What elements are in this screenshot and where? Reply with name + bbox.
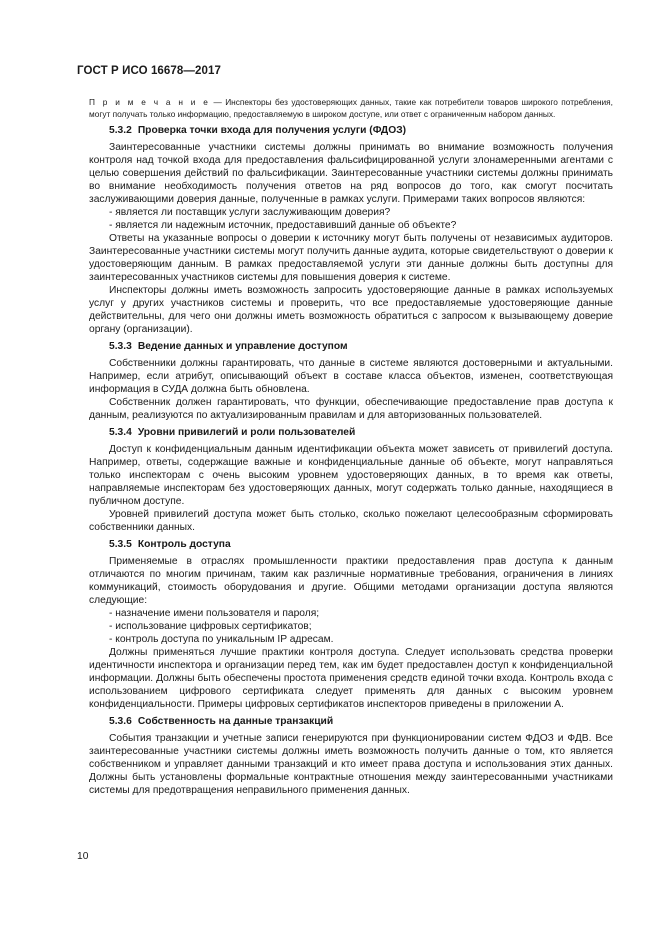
list-item: - является ли поставщик услуги заслуживающим доверия? — [109, 207, 391, 219]
section-number: 5.3.6 — [109, 716, 132, 728]
paragraph: Доступ к конфиденциальным данным идентификации объекта может зависеть от привилегий доступа. Например, ответы, содержащие важные и конфиденциальные данные об объекте, могут направляться только инспекторам с очень высоким уровнем удостоверяющих данных, в то время как ответы, направляемые инспекторам без удостоверяющих данных, могут содержать только данные, находящиеся в публичном доступе. — [89, 444, 613, 508]
note-block — [89, 96, 613, 120]
document-body — [89, 96, 613, 797]
section-title: Уровни привилегий и роли пользователей — [137, 427, 356, 439]
page-number: 10 — [77, 851, 89, 862]
section-heading-5-3-3 — [109, 340, 613, 353]
list-item: - назначение имени пользователя и пароля; — [109, 608, 320, 620]
section-title: Проверка точки входа для получения услуги (ФДОЗ) — [137, 125, 407, 137]
list-item: - использование цифровых сертификатов; — [109, 621, 312, 633]
paragraph: Инспекторы должны иметь возможность запросить удостоверяющие данные в рамках используемых услуг у других участников системы и проверить, что все предоставляемые удостоверяющие данные действительны, для чего они должны иметь возможность обратиться с запросом к вызывающему доверие органу (организации). — [89, 285, 613, 336]
note-text: — Инспекторы без удостоверяющих данных, такие как потребители товаров широкого потребления, могут получать только информацию, предоставляемую в широком доступе, или ответ с ограниченным набором данных. — [89, 97, 613, 120]
document-header: ГОСТ Р ИСО 16678—2017 — [77, 65, 222, 77]
list-item: - является ли надежным источник, предоставивший данные об объекте? — [109, 220, 457, 232]
section-heading-5-3-4 — [109, 426, 613, 439]
list-item: - контроль доступа по уникальным IP адресам. — [109, 634, 334, 646]
section-heading-5-3-6 — [109, 715, 613, 728]
paragraph: События транзакции и учетные записи генерируются при функционировании систем ФДОЗ и ФДВ. Все заинтересованные участники системы должны иметь возможность получить данные о том, кто является собственником и управляет данными транзакций и кто имеет права доступа и использования этих данных. Должны быть установлены формальные контрактные отношения между заинтересованными участниками системы для предотвращения неправильного применения данных. — [89, 733, 613, 797]
section-number: 5.3.4 — [109, 427, 132, 439]
paragraph: Собственник должен гарантировать, что функции, обеспечивающие предоставление прав доступа к данным, реализуются по актуализированным правилам и для авторизованных пользователей. — [89, 397, 613, 422]
paragraph: Уровней привилегий доступа может быть столько, сколько пожелают целесообразным сформировать собственники данных. — [89, 509, 613, 534]
paragraph: Применяемые в отраслях промышленности практики предоставления прав доступа к данным отличаются по многим причинам, таким как различные нормативные требования, ограничения в линиях коммуникаций, стоимость оборудования и другие. Общими методами организации доступа являются следующие: — [89, 556, 613, 607]
paragraph: Собственники должны гарантировать, что данные в системе являются достоверными и актуальными. Например, если атрибут, описывающий объект в составе класса объектов, изменен, соответствующая информация в СУДА должна быть обновлена. — [89, 358, 613, 396]
section-number: 5.3.3 — [109, 341, 132, 353]
note-label: П р и м е ч а н и е — [89, 97, 211, 107]
paragraph: Должны применяться лучшие практики контроля доступа. Следует использовать средства проверки идентичности инспектора и организации перед тем, как им будет предоставлен доступ к конфиденциальной информации. Должны быть обеспечены простота применения средств единой точки входа. Контроль входа с использованием цифрового сертификата следует применять для данных с высоким уровнем конфиденциальности. Примеры цифровых сертификатов инспекторов приведены в приложении А. — [89, 647, 613, 711]
section-number: 5.3.5 — [109, 539, 132, 551]
section-number: 5.3.2 — [109, 125, 132, 137]
section-title: Собственность на данные транзакций — [137, 716, 334, 728]
paragraph: Ответы на указанные вопросы о доверии к источнику могут быть получены от независимых аудиторов. Заинтересованные участники системы могут получить данные аудита, которые свидетельствуют о доверии к удостоверяющим данным. В рамках предоставляемой услуги эти данные должны быть доступны для заинтересованных участников системы для повышения доверия к системе. — [89, 233, 613, 284]
section-heading-5-3-2 — [109, 124, 613, 137]
section-heading-5-3-5 — [109, 538, 613, 551]
paragraph: Заинтересованные участники системы должны принимать во внимание возможность получения контроля над точкой входа для предоставления фальсифицированной услуги злонамеренными агентами с целью совершения действий по фальсификации. Заинтересованные участники системы должны принимать во внимание необходимость получения ответов на ряд вопросов до того, как смогут посчитать заслуживающими доверия данные, полученные в рамках услуги. Примерами таких вопросов являются: — [89, 142, 613, 206]
section-title: Ведение данных и управление доступом — [137, 341, 348, 353]
section-title: Контроль доступа — [137, 539, 231, 551]
